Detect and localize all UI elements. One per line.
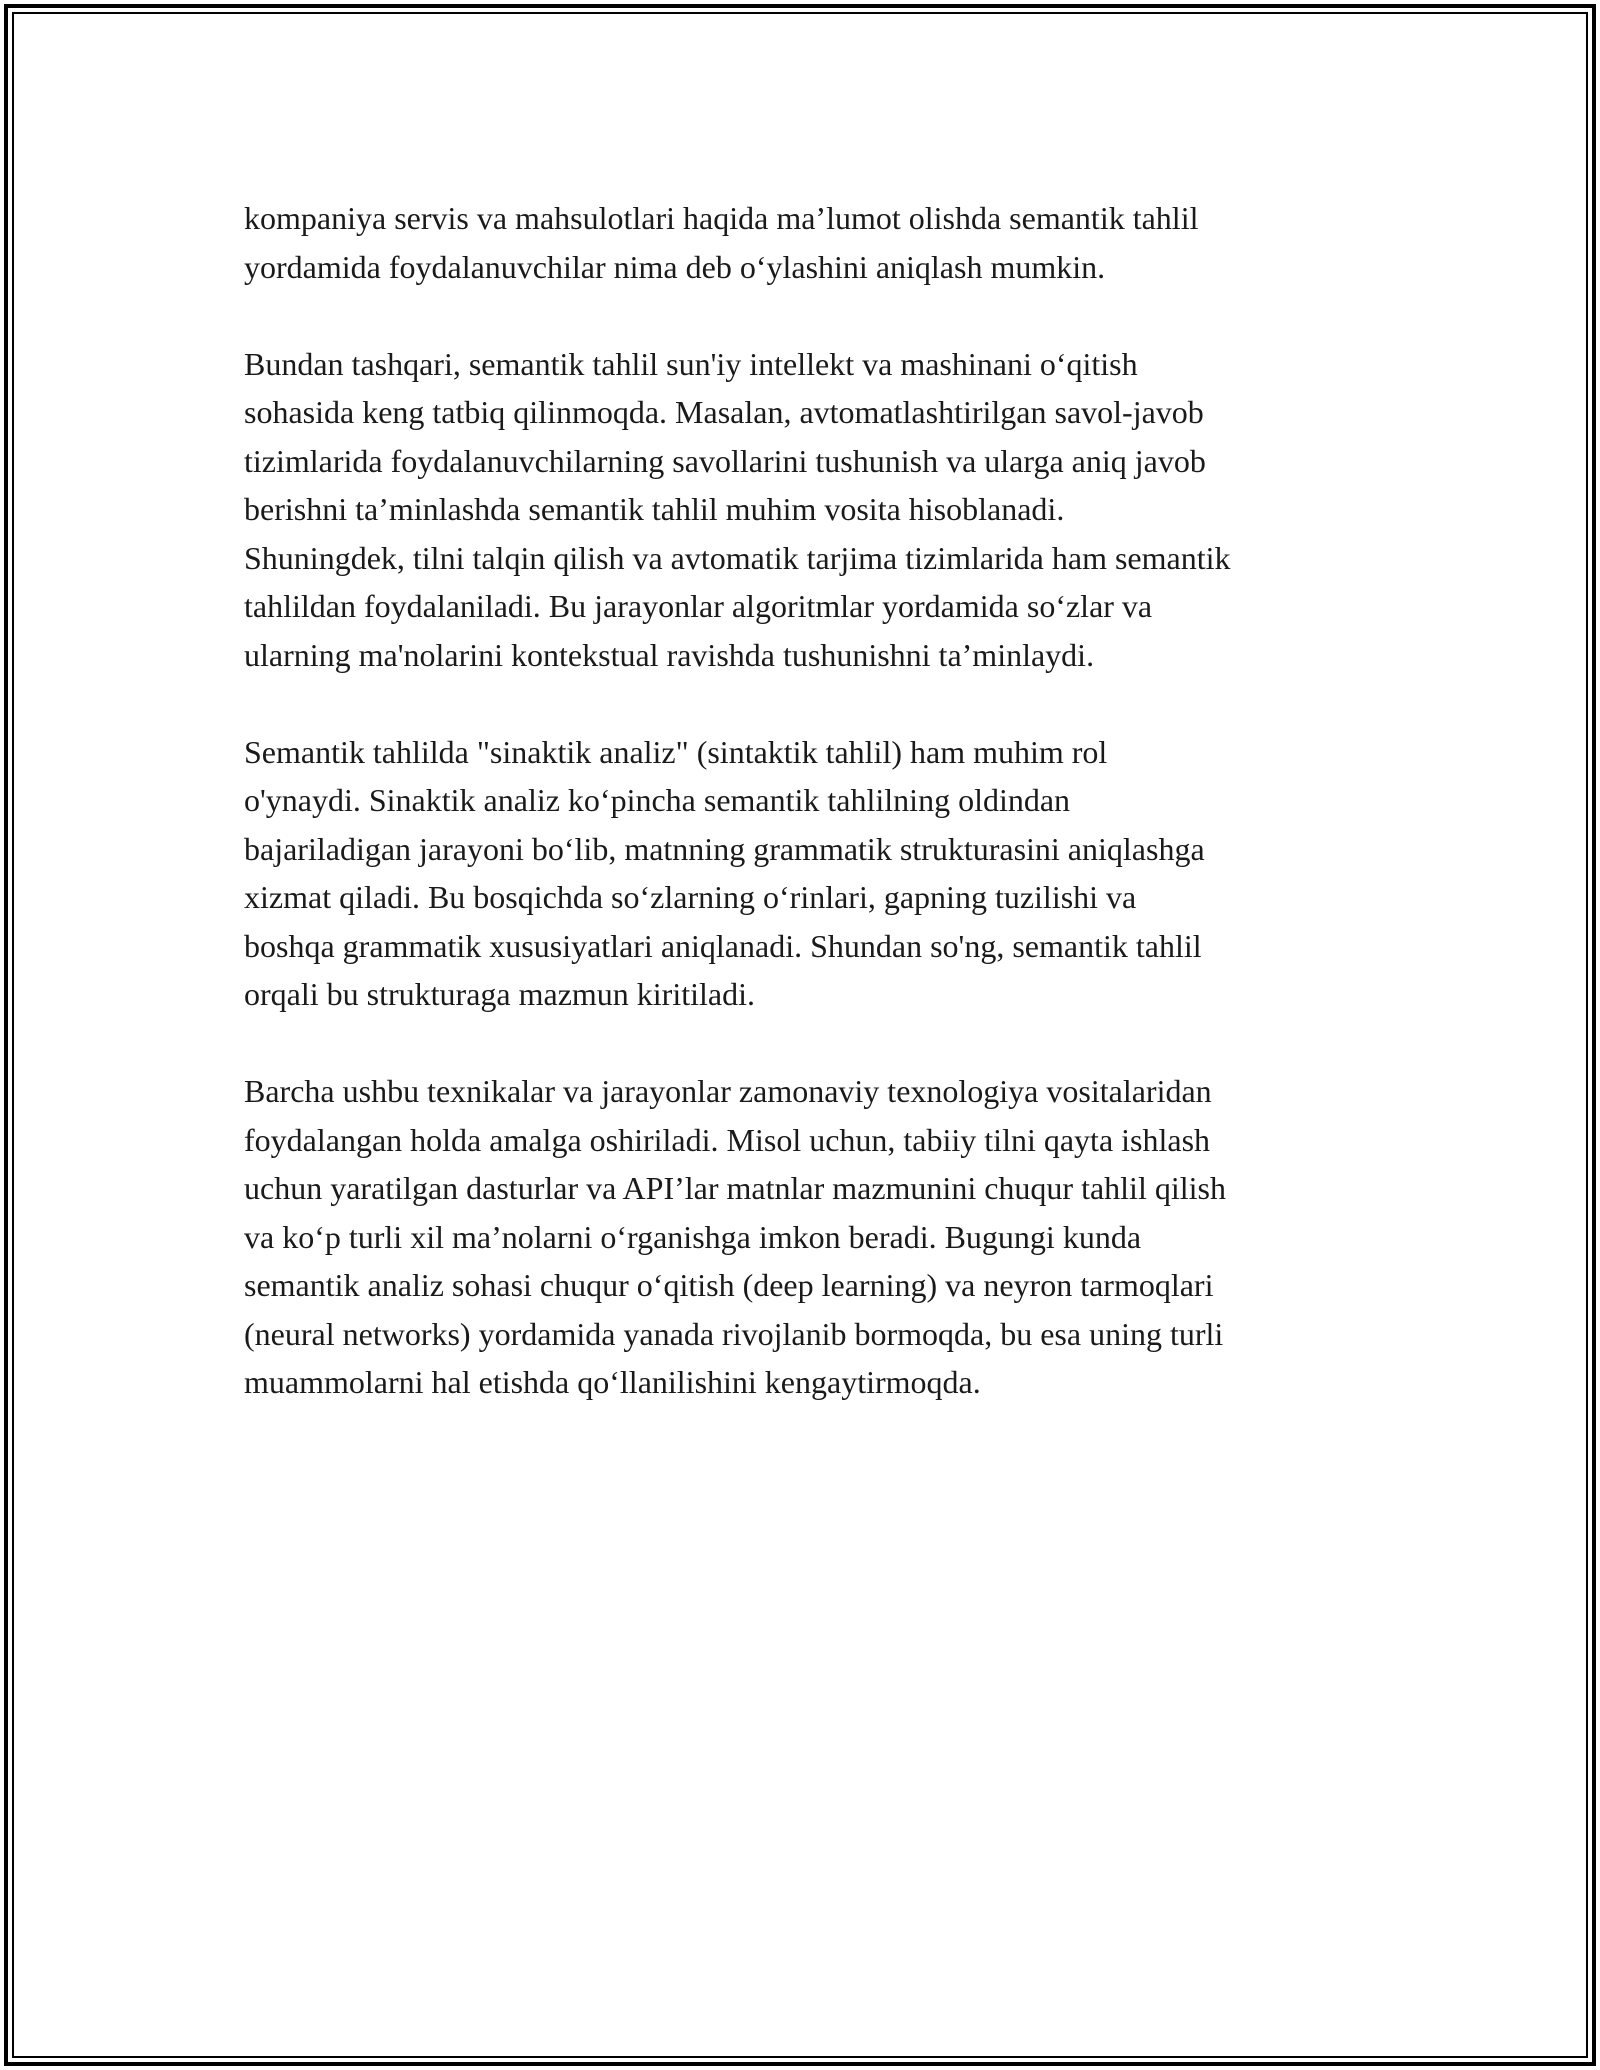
text-line: foydalangan holda amalga oshiriladi. Misol uchun, tabiiy tilni qayta ishlash: [244, 1121, 1211, 1158]
paragraph-1: [244, 194, 1404, 291]
paragraph-3: [244, 728, 1404, 1019]
text-line: ularning ma'nolarini kontekstual ravishda tushunishni ta’minlaydi.: [244, 636, 1095, 673]
text-line: boshqa grammatik xususiyatlari aniqlanadi. Shundan so'ng, semantik tahlil: [244, 927, 1202, 964]
text-line: Shuningdek, tilni talqin qilish va avtomatik tarjima tizimlarida ham semantik: [244, 539, 1231, 576]
text-line: uchun yaratilgan dasturlar va API’lar matnlar mazmunini chuqur tahlil qilish: [244, 1170, 1226, 1206]
text-line: semantik analiz sohasi chuqur o‘qitish (deep learning) va neyron tarmoqlari: [244, 1267, 1214, 1303]
text-line: sohasida keng tatbiq qilinmoqda. Masalan, avtomatlashtirilgan savol-javob: [244, 394, 1204, 430]
text-line: orqali bu strukturaga mazmun kiritiladi.: [244, 976, 755, 1012]
paragraph-4: [244, 1067, 1404, 1407]
text-line: va ko‘p turli xil ma’nolarni o‘rganishga imkon beradi. Bugungi kunda: [244, 1218, 1142, 1255]
text-line: o'ynaydi. Sinaktik analiz ko‘pincha semantik tahlilning oldindan: [244, 782, 1071, 818]
text-line: bajariladigan jarayoni bo‘lib, matnning grammatik strukturasini aniqlashga: [244, 830, 1205, 867]
text-line: Barcha ushbu texnikalar va jarayonlar zamonaviy texnologiya vositalaridan: [244, 1073, 1212, 1109]
text-line: xizmat qiladi. Bu bosqichda so‘zlarning o‘rinlari, gapning tuzilishi va: [244, 879, 1137, 915]
document-body: [244, 194, 1404, 1455]
text-line: muammolarni hal etishda qo‘llanilishini kengaytirmoqda.: [244, 1364, 981, 1400]
text-line: tizimlarida foydalanuvchilarning savollarini tushunish va ularga aniq javob: [244, 442, 1206, 479]
text-line: Semantik tahlilda "sinaktik analiz" (sintaktik tahlil) ham muhim rol: [244, 733, 1108, 770]
page-frame: [4, 4, 1596, 2066]
text-line: berishni ta’minlashda semantik tahlil muhim vosita hisoblanadi.: [244, 491, 1065, 527]
text-line: kompaniya servis va mahsulotlari haqida ma’lumot olishda semantik tahlil: [244, 200, 1199, 236]
text-line: Bundan tashqari, semantik tahlil sun'iy intellekt va mashinani o‘qitish: [244, 345, 1138, 382]
text-line: tahlildan foydalaniladi. Bu jarayonlar algoritmlar yordamida so‘zlar va: [244, 588, 1153, 624]
text-line: (neural networks) yordamida yanada rivojlanib bormoqda, bu esa uning turli: [244, 1315, 1224, 1352]
text-line: yordamida foydalanuvchilar nima deb o‘ylashini aniqlash mumkin.: [244, 248, 1106, 285]
paragraph-2: [244, 340, 1404, 680]
